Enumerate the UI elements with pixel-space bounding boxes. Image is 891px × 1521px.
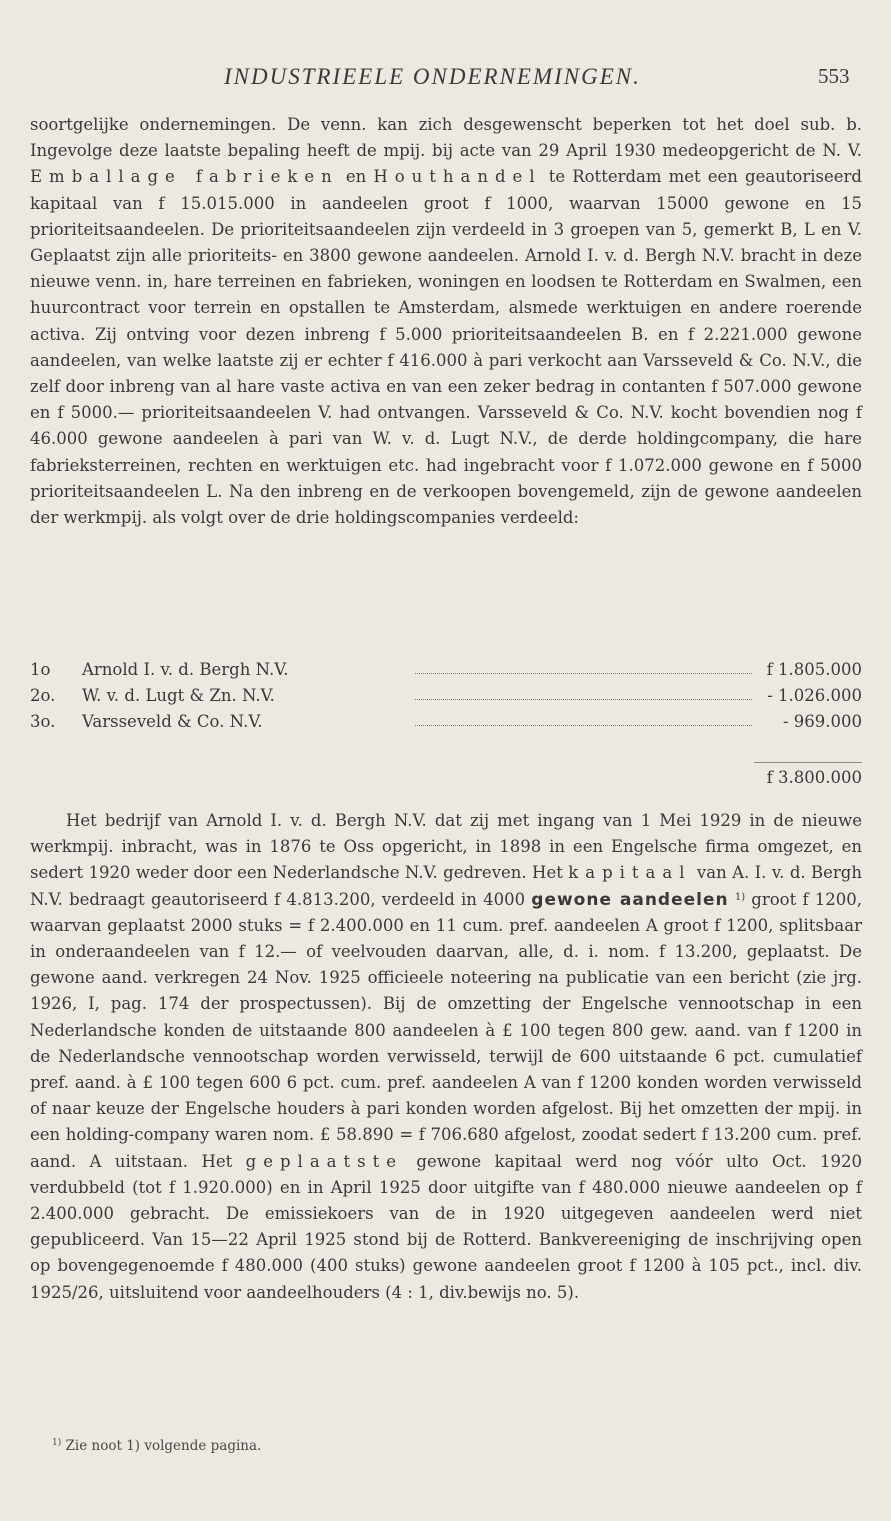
holding-row — [30, 660, 862, 686]
holding-row — [30, 712, 862, 738]
spaced-term: geplaatste — [245, 1151, 403, 1171]
leader-dots — [415, 673, 752, 674]
text-segment: groot f 1200, waarvan geplaatst 2000 stuks = f 2.400.000 en 11 cum. pref. aandeelen A groot f 1200, splitsbaar in onderaandeelen van f 12.— of veelvouden daarvan, alle, d. i. nom. f 13.200, geplaatst. De gewone aand. verkregen 24 Nov. 1925 officieele noteering na publicatie van een bericht (zie jrg. 1926, I, pag. 174 der prospectussen). Bij de omzetting der Engelsche vennootschap in een Nederlandsche konden de uitstaande 800 aandeelen à £ 100 tegen 800 gew. aand. van f 1200 in de Nederlandsche vennootschap worden verwisseld, terwijl de 600 uitstaande 6 pct. cumulatief pref. aand. à £ 100 tegen 600 6 pct. cum. pref. aandeelen A van f 1200 konden worden verwisseld of naar keuze der Engelsche houders à pari konden worden afgelost. Bij het omzetten der mpij. in een holding-company waren nom. £ 58.890 = f 706.680 afgelost, zoodat sedert f 13.200 cum. pref. aand. A uitstaan. Het — [30, 889, 862, 1171]
footnote-ref: 1) — [734, 891, 746, 903]
holding-number: 2o. — [30, 686, 56, 705]
sum-rule — [754, 762, 862, 763]
holding-amount: - 969.000 — [782, 712, 862, 731]
footnote-text: Zie noot 1) volgende pagina. — [65, 1438, 262, 1454]
holding-amount: - 1.026.000 — [767, 686, 862, 705]
text-segment: en — [338, 167, 374, 187]
bold-term: gewone aandeelen — [531, 889, 729, 910]
running-title: INDUSTRIEELE ONDERNEMINGEN. — [224, 64, 641, 89]
holdings-total: f 3.800.000 — [766, 768, 862, 787]
holding-name: W. v. d. Lugt & Zn. N.V. — [82, 686, 275, 705]
text-segment: Het bedrijf van Arnold I. v. d. Bergh N.V. dat zij met ingang van 1 Mei 1929 in de nieuwe werkmpij. inbracht, was in 1876 te Oss opgericht, in 1898 in een Engelsche firma omgezet, en sedert 1920 weder door een Nederlandsche N.V. gedreven. Het — [30, 811, 862, 883]
holdings-list — [30, 660, 862, 738]
holding-number: 3o. — [30, 712, 56, 731]
text-segment: te Rotterdam met een geautoriseerd kapitaal van f 15.015.000 in aandeelen groot f 1000, waarvan 15000 gewone en 15 prioriteitsaandeelen. De prioriteitsaandeelen zijn verdeeld in 3 groepen van 5, gemerkt B, L en V. Geplaatst zijn alle prioriteits- en 3800 gewone aandeelen. Arnold I. v. d. Bergh N.V. bracht in deze nieuwe venn. in, hare terreinen en fabrieken, woningen en loodsen te Rotterdam en Swalmen, een huurcontract voor terrein en opstallen te Amsterdam, alsmede werktuigen en andere roerende activa. Zij ontving voor dezen inbreng f 5.000 prioriteitsaandeelen B. en f 2.221.000 gewone aandeelen, van welke laatste zij er echter f 416.000 à pari verkocht aan Varsseveld & Co. N.V., die zelf door inbreng van al hare vaste activa en van een zeker bedrag in contanten f 507.000 gewone en f 5000.— prioriteitsaandeelen V. had ontvangen. Varsseveld & Co. N.V. kocht bovendien nog f 46.000 gewone aandeelen à pari van W. v. d. Lugt N.V., de derde holdingcompany, die hare fabrieksterreinen, rechten en werktuigen etc. had ingebracht voor f 1.072.000 gewone en f 5000 prioriteitsaandeelen L. Na den inbreng en de verkoopen bovengemeld, zijn de gewone aandeelen der werkmpij. als volgt over de drie holdingscompanies verdeeld: — [30, 167, 862, 528]
text-segment: soortgelijke ondernemingen. De venn. kan zich desgewenscht beperken tot het doel sub. b. Ingevolge deze laatste bepaling heeft de mpij. bij acte van 29 April 1930 medeopgericht de N. V. — [30, 115, 862, 161]
footnote — [30, 1438, 884, 1454]
holding-amount: f 1.805.000 — [766, 660, 862, 679]
holding-name: Arnold I. v. d. Bergh N.V. — [82, 660, 289, 679]
paragraph-bedrijf — [30, 808, 862, 1306]
leader-dots — [415, 725, 752, 726]
spaced-term: Emballage fabrieken — [30, 167, 339, 187]
paragraph-emballage — [30, 112, 862, 531]
text-segment: van A. I. v. d. Bergh N.V. bedraagt geautoriseerd f 4.813.200, verdeeld in 4000 — [30, 863, 863, 909]
text-segment: gewone kapitaal werd nog vóór ulto Oct. 1920 verdubbeld (tot f 1.920.000) en in April 1925 door uitgifte van f 480.000 nieuwe aandeelen op f 2.400.000 gebracht. De emissiekoers van de in 1920 uitgegeven aandeelen werd niet gepubliceerd. Van 15—22 April 1925 stond bij de Rotterd. Bankvereeniging de inschrijving open op bovengegenoemde f 480.000 (400 stuks) gewone aandeelen groot f 1200 à 105 pct., incl. div. 1925/26, uitsluitend voor aandeelhouders (4 : 1, div.bewijs no. 5). — [30, 1151, 862, 1302]
spaced-term: kapitaal — [568, 863, 692, 883]
spaced-term: Houthandel — [373, 167, 542, 187]
leader-dots — [415, 699, 752, 700]
holding-number: 1o — [30, 660, 51, 679]
holdings-total-row — [30, 768, 862, 794]
running-header — [0, 58, 891, 98]
footnote-marker: 1) — [52, 1438, 62, 1448]
page-number: 553 — [818, 64, 850, 88]
holding-row — [30, 686, 862, 712]
holding-name: Varsseveld & Co. N.V. — [82, 712, 263, 731]
